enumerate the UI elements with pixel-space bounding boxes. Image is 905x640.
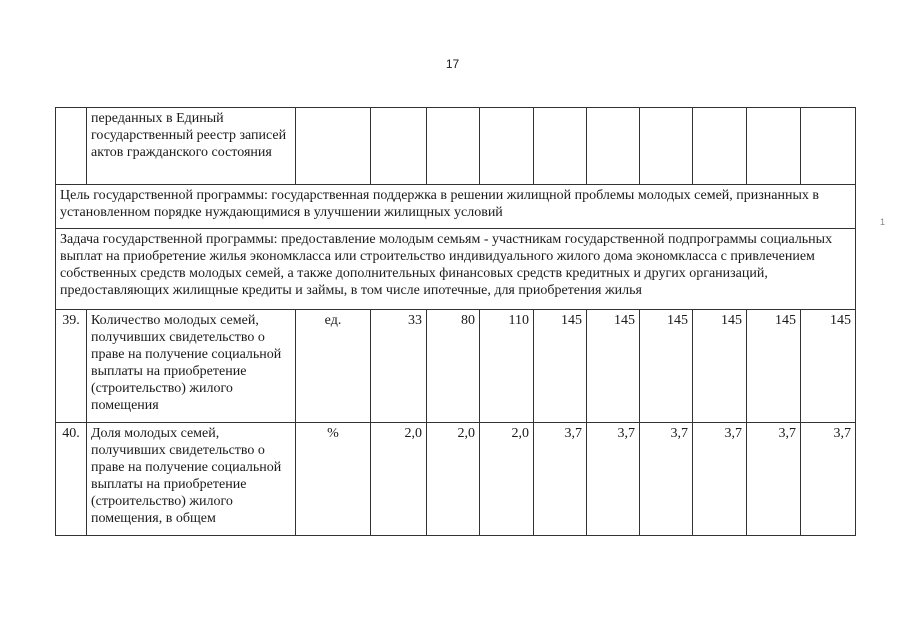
value-cell <box>693 108 747 185</box>
table-row-continuation <box>56 108 856 185</box>
value-cell <box>640 108 693 185</box>
value-year-5: 145 <box>587 310 640 423</box>
value-year-1: 2,0 <box>371 423 427 536</box>
value-year-3: 110 <box>480 310 534 423</box>
table-row-goal <box>56 185 856 229</box>
value-year-9: 145 <box>801 310 856 423</box>
value-year-9: 3,7 <box>801 423 856 536</box>
value-year-1: 33 <box>371 310 427 423</box>
value-cell <box>427 108 480 185</box>
value-year-2: 80 <box>427 310 480 423</box>
value-year-7: 3,7 <box>693 423 747 536</box>
value-cell <box>801 108 856 185</box>
row-number-cell <box>56 108 87 185</box>
value-year-2: 2,0 <box>427 423 480 536</box>
value-cell <box>480 108 534 185</box>
value-year-8: 145 <box>747 310 801 423</box>
value-cell <box>587 108 640 185</box>
program-goal-text: Цель государственной программы: государственная поддержка в решении жилищной проблемы молодых семей, признанных в установленном порядке нуждающимися в улучшении жилищных условий <box>56 185 856 229</box>
unit-cell <box>296 108 371 185</box>
margin-mark: 1 <box>880 217 886 227</box>
row-number: 39. <box>56 310 87 423</box>
value-cell <box>747 108 801 185</box>
indicator-name: Доля молодых семей, получивших свидетельство о праве на получение социальной выплаты на приобретение (строительство) жилого помещения, в общем <box>87 423 296 536</box>
unit: % <box>296 423 371 536</box>
value-year-3: 2,0 <box>480 423 534 536</box>
program-task-text: Задача государственной программы: предоставление молодым семьям - участникам государственной подпрограммы социальных выплат на приобретение жилья экономкласса или строительство индивидуального жилого дома экономкласса с привлечением собственных средств молодых семей, а также дополнительных финансовых средств кредитных и других организаций, предоставляющих жилищные кредиты и займы, в том числе ипотечные, для приобретения жилья <box>56 229 856 310</box>
value-year-6: 145 <box>640 310 693 423</box>
unit: ед. <box>296 310 371 423</box>
value-cell <box>534 108 587 185</box>
table-row-39 <box>56 310 856 423</box>
indicator-name-cell: переданных в Единый государственный реестр записей актов гражданского состояния <box>87 108 296 185</box>
value-year-8: 3,7 <box>747 423 801 536</box>
row-number: 40. <box>56 423 87 536</box>
value-year-6: 3,7 <box>640 423 693 536</box>
indicators-table <box>55 107 856 536</box>
value-year-5: 3,7 <box>587 423 640 536</box>
value-cell <box>371 108 427 185</box>
table-row-task <box>56 229 856 310</box>
table-row-40 <box>56 423 856 536</box>
page-number: 17 <box>445 57 460 71</box>
value-year-4: 3,7 <box>534 423 587 536</box>
value-year-4: 145 <box>534 310 587 423</box>
indicator-name: Количество молодых семей, получивших свидетельство о праве на получение социальной выплаты на приобретение (строительство) жилого помещения <box>87 310 296 423</box>
value-year-7: 145 <box>693 310 747 423</box>
